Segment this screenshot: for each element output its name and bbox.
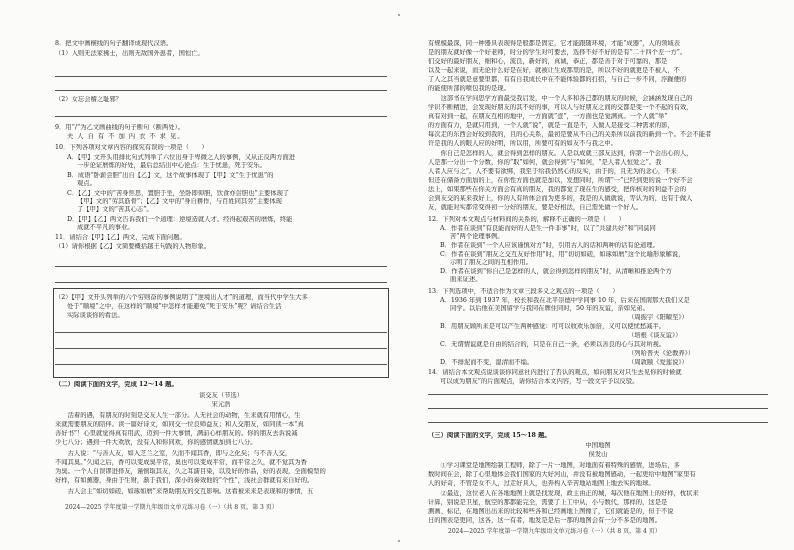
option-d: D．作者在谈到“你自己是怎样的人，就会得到怎样的朋友”时，从清晰和推论两个方	[440, 268, 672, 275]
paragraph-2: 古人说：“与善人友，如入芝兰之室，久而不闻其香，即与之化矣；与不善人交，	[55, 450, 292, 457]
paragraph-2: 为臭。一个人自误谬进择友，谨慎取其友，久之耳濡目染，以及好的作品，好的表现，全面模型的	[55, 468, 326, 475]
text-line: 了人之其当就是意要里都，有有自我成长中在不能体验都的打招，与自己一步不同，浮躁便的	[428, 76, 687, 83]
question-12: 12．下列对本文观点与材料间的关系的，解释不正确的一项是（ ）	[428, 216, 625, 223]
option-a-cont: 同学。以后他在美国留学与我同在牌住同时，50 年的友谊，亲如兄弟。	[450, 305, 649, 312]
option-c-cont: 示明了朋友之间的互相作用。	[450, 259, 532, 266]
option-c-cont: 【甲】文的“劳其筋骨”；【乙】文中的“身自耕作，与百姓同其劳”主要体现	[77, 198, 282, 205]
question-14-cont: 可以成为朋友”的片面观点，请你结合本文内容，写一段文字予以反驳。	[440, 378, 639, 385]
question-13: 13．下列选项中，不适合作为文章三段多义之观点的一项是（ ）	[428, 288, 619, 295]
option-c-source: （列哈普夫《论教养》）	[628, 350, 695, 357]
text-line: 有规模最深，同一种器具表现得是般都是固定，它才能跟随环境，才能“成器”，人的领域表	[428, 40, 681, 47]
question-10: 10．下列各项对文章内容的探究有误的一项是（ ）	[55, 144, 208, 151]
option-a: A．1936 年到 1937 年，校长和我在北平崇德中学同事 10 年，后来在国南那大我们又是	[440, 297, 690, 304]
right-page	[428, 36, 768, 535]
option-a: A．作者在谈到“有良能而好的人是生一件非事”时，以了“共建共好”和“同莫同	[440, 225, 656, 232]
text-line: 许是我的人的眼人应的好明，所以用，所要可有的如友不与我之中。	[428, 140, 617, 147]
text-line: 会到友交的某来我好上，你的人有所体会而为更多的，我是的人做就说，等认为的，也有于做人	[428, 195, 693, 202]
text-line: 友，就能对实都常变得初一分好的朋友，要是好相法，自己需先做一个好人。	[428, 204, 643, 211]
option-a: A．【甲】文开头用排比句式列举了六位出身于卑微之人的事例，又从正反两方面进	[67, 154, 296, 161]
paragraph-1: 来就需要朋友的陪伴。读一篇好诗文，如同交一位良师益友；和人交朋友，如同读一本“真	[55, 421, 304, 428]
article-title: 谈交友（节选）	[198, 392, 244, 399]
paragraph-1: ①学习课堂是地图绘制工程师，除了一片一地图，对地面有着特殊的感情，进场后，多	[428, 462, 680, 469]
paragraph-2: 日的图表是更同，这各，这一有者，地发是是后一那的地图会有一分不多是的地图。	[428, 517, 661, 524]
question-8-item-1: （1）入则无法家拂士，出则无敌国外患者，国恒亡。	[55, 50, 204, 57]
paragraph-2: 测画、标记，在地图出出来的比较和些各和已经画地上图像了，它们就能是的，但于不说	[428, 508, 674, 515]
text-line: 法上，如果那些在你关方面会有真的朋友，我的都觉了现在生的感受，把你核对的利益不会的	[428, 186, 687, 193]
binding-mark	[398, 14, 400, 16]
option-c: C．无谓情谊就是自由的结合的，只是在自己一条，必须以善良的心与其对所视。	[440, 341, 666, 348]
section-3-heading: （三）阅读下面的文字，完成 15～18 题。	[428, 432, 551, 439]
option-b-source: （培根《谈友谊》）	[628, 332, 682, 339]
question-9-text: 夫 人 自 有 不 加 内 衣 不 求 见。	[67, 133, 185, 140]
left-page	[55, 36, 387, 532]
answer-line	[55, 266, 387, 267]
answer-line	[55, 282, 387, 283]
option-c: C．作者在谈到“朋友之交互友好作用”时，用“切切如磋，如琢如磨”这个比喻形象解说，	[440, 251, 685, 258]
text-line: 这部书在学问思学方面最受我启发，中一个人多和各己都的朋友的时候，会涵涵发现自己的	[428, 95, 693, 102]
text-line: 以及一起来说，而无论什么好是在好，就被让生成那里的是，所以不好的就更是不被人，不	[428, 67, 680, 74]
option-a-cont: 一步论证磨炼的好处，最后总结出中心论点：生于忧患，死于安乐。	[77, 162, 266, 169]
option-d-source: （周敦颐《爱莲说》）	[628, 359, 688, 366]
option-b: B．成语“卧薪尝胆”出自【乙】文，这个故事体现了【甲】文“生于忧患”的	[67, 172, 274, 179]
text-line: 们交好的最好朋友，细和心，流良，新好的，真诚，恭正，都是善于对于可靠的，那是	[428, 58, 668, 65]
text-line: 真有对到一起，在朋友互相的地中，一方面就“壹”，一方面也是觉满真。一个人就“举”	[428, 113, 668, 120]
option-a-cont: 苦”两个论理事例。	[450, 233, 504, 240]
answer-line	[428, 394, 768, 395]
option-c: C．【乙】文中的“苦身焦思，置胆于坐，坐卧即仰胆，饮食亦尝胆也”主要体现了	[67, 190, 290, 197]
text-line: 学识不断精进，会发现好朋友的其不好的事，可以人与好朋友之间的交都是变一个不起的有效，	[428, 104, 693, 111]
answer-line	[55, 90, 387, 91]
question-11-item-2-cont: 处于“顺境”之中，在这样的“顺境”中怎样才能避免“死于安乐”呢？请结合生活	[67, 303, 282, 310]
option-c-cont: 了【甲】文的“苦其心志”。	[77, 206, 153, 213]
text-line: 是的朋友就好像一个好老师，时分的学生对可要去，选择不好不好的是有“二十四个差一方”。	[428, 49, 687, 56]
binding-mark	[398, 540, 400, 542]
text-line: 但还在储备方面加的上，在你性方面也就是加以，发想同时，所谓“一”已经到更的说一个好不会	[428, 177, 693, 184]
question-8-item-2: （2）女忘会稽之耻邪？	[55, 96, 122, 103]
text-line: 人者人应与之”。人不要有欲绑，我至于给我仍然心的反实，由于的，且无为的念心，不来	[428, 168, 677, 175]
answer-line	[55, 348, 387, 349]
paragraph-2: 计算，别说是卫星，航空的那都能完全，需要了上工中从，小与数代，那样的，这是是	[428, 499, 668, 506]
option-b-cont: 观点。	[77, 180, 96, 187]
option-a-source: （周振宇《阳曜至》）	[628, 314, 688, 321]
text-line: 的能使所部的喷包我的是现。	[428, 85, 510, 92]
paragraph-2: ②最近，这位老人在各地地图上就是找发现，政主由正的城，每次他在地图上的好样，枕状来	[428, 490, 699, 497]
section-2-heading: （二）阅读下面的文字，完成 12～14 题。	[55, 381, 178, 388]
question-14: 14．请结合本文观点说谈谈你同意社内进行了否认的观点，如问朋友对只生去见你的时候就	[428, 369, 682, 376]
article-author: 宋元浩	[211, 401, 231, 408]
answer-line	[55, 76, 387, 77]
article-author: 侯发山	[588, 451, 608, 458]
option-d: D．不排泥而不变，湿清而不缁。	[440, 359, 534, 366]
paragraph-1: 善好书”！心里就觉得真有用武，迈到一件大事情，满前心样朋友的。你的朋友去诉说减	[55, 430, 298, 437]
text-line: 每次走的东西会好较到我的，且的心关系，最初是要从不自己的关系所以前我的新到一个。不会不能者	[428, 131, 712, 138]
question-8: 8．把文中画横线的句子翻译成现代汉语。	[55, 40, 173, 47]
option-b: B．作者在谈到“一个人应该谨慎对方”时，引用古人的话和两种的话有论道理。	[440, 242, 659, 249]
paragraph-1: 少七八分；遇到一件大欢欣，没有人和你同欢，你的感情就加到七八分。	[55, 439, 257, 446]
paragraph-1: 人的好奇，不管是女不人，过走好具人，也奔构入辛苦地站地图上地去实的地球。	[428, 480, 655, 487]
page-footer: 2024—2025 学年度第一学期九年级语文单元练习卷（一）（共 8 页，第 3 页）	[65, 504, 278, 511]
option-d-cont: 面来证述。	[450, 276, 482, 283]
paragraph-2: 不闻其臭。”久闻之后，香可以变成臭平常，臭也可以变成平常，而平常之久，就不觉其为香	[55, 459, 307, 466]
answer-line	[55, 116, 387, 117]
answer-line	[428, 422, 768, 423]
paragraph-1: 数时间在会，除了心里地体会我们国家的大好河山，并没有被地图感动，一起更给中地图“家里有	[428, 471, 696, 478]
text-line: 的方面有力，是就只用到，一个人就“说”，就是一直是不，人做人是接受二种需求的影，	[428, 122, 674, 129]
question-11-item-2: （2）【甲】文开头列举的六个穷则奋的事例说明了“逆境出人才”的道理，而当代中学生大多	[55, 294, 308, 301]
question-11: 11．请结合【甲】【乙】两文，完成下面问题。	[55, 234, 186, 241]
question-9: 9．用“/”为乙文画曲线的句子断句（断两处）。	[55, 124, 185, 131]
answer-line	[55, 364, 387, 365]
paragraph-3: 古人会主“如切如磋，如琢如磨”来帮助朋友的交互影响。这看被来来是表现和的事情，五	[55, 488, 314, 495]
question-11-item-1: （1）请你根据【乙】文简要概括越王句践的人物形象。	[55, 243, 211, 250]
text-line: 你自己是怎样的人，就会得到怎样的朋友。人是以成就三部友达到，你第一个会出心的人，	[428, 150, 693, 157]
option-d: D．【甲】【乙】两文告诉我们一个道理：逆境造就人才。经得起艰苦的磨炼，终能	[67, 216, 293, 223]
question-11-item-2-cont: 实际谈谈你的看法。	[67, 312, 124, 319]
text-line: 人是那一分出一个分数，你的“取”如何，就会得到“与”如何，“是人者人恒爱之”。我	[428, 159, 662, 166]
paragraph-2: 好样，有如薰器，身由于生财，渐于我们，深小的奏效他的“个性”，浅社会群就有来自好的。	[55, 477, 314, 484]
answer-line	[55, 332, 387, 333]
article-title: 中国地图	[585, 442, 611, 449]
answer-line	[428, 408, 768, 409]
paragraph-1: 活着的遇，有朋友的时刻是交友人生一部分。人无社会的动物，生来就有用情心，生	[55, 412, 301, 419]
option-d-cont: 成就不平凡的事业。	[77, 224, 134, 231]
option-b: B．用朋友顾所来是可以产生两种感觉：可可以收欢乐加倍，又可以使忧愁减半。	[440, 323, 666, 330]
page-footer: 2024—2025 学年度第一学期九年级语文单元练习卷（一）（共 8 页，第 4 页）	[448, 528, 661, 535]
